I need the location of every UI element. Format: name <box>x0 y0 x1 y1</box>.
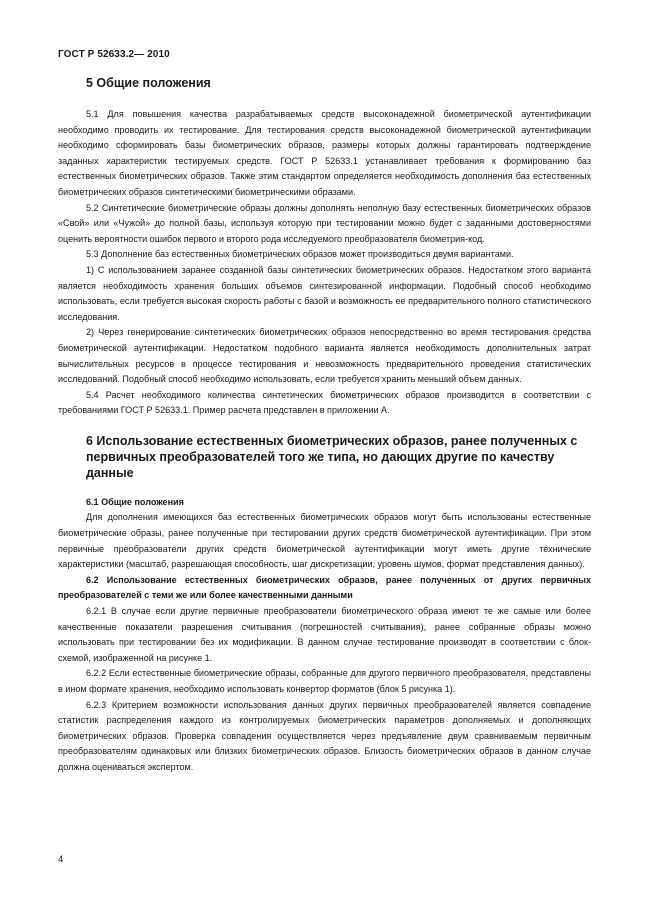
paragraph-6-2-1: 6.2.1 В случае если другие первичные преобразователи биометрического образа имеют те же самые или более качественные показатели разрешения считывания (погрешностей считывания), ранее собранные образы можно использовать при тестировании без их модификации. В данном случае тестирование производят в соответствии с блок-схемой, изображенной на рисунке 1. <box>58 606 591 663</box>
standard-code-header: ГОСТ Р 52633.2— 2010 <box>58 49 170 60</box>
paragraph-6-1: Для дополнения имеющихся баз естественных биометрических образов могут быть использованы естественные биометрические образы, ранее полученные при тестировании других средств биометрической аутентификации. При этом первичные преобразователи других средств биометрической аутентификации могут иметь другие технические характеристики (масштаб, разрешающая способность, шаг дискретизации, уровень шумов, формат представления данных). <box>58 512 591 570</box>
subsection-6-1-heading: 6.1 Общие положения <box>86 496 184 507</box>
page-number: 4 <box>58 854 64 865</box>
paragraph-6-2-2: 6.2.2 Если естественные биометрические образы, собранные для другого первичного преобразователя, представлены в ином формате хранения, необходимо использовать конвертор форматов (блок 5 рисунка 1). <box>58 668 591 694</box>
page-content <box>58 76 591 776</box>
paragraph-5-3: 5.3 Дополнение баз естественных биометрических образов может производиться двумя вариантами. <box>86 249 514 260</box>
subsection-6-2-heading: 6.2 Использование естественных биометрических образов, ранее полученных от других первичных преобразователей с теми же или более качественными данными <box>58 574 591 601</box>
paragraph-5-1: 5.1 Для повышения качества разрабатываемых средств высоконадежной биометрической аутентификации необходимо проводить их тестирование. Для тестирования средств высоконадежной биометрической аутентификации необходимо сформировать базы биометрических образов, размеры которых должны гарантировать подтверждение заданных характеристик тестируемых средств. ГОСТ Р 52633.1 устанавливает требования к формированию баз естественных биометрических образов. Также этим стандартом определяется необходимость дополнения баз естественных биометрических образов синтетическими биометрическими образами. <box>58 109 591 197</box>
paragraph-6-2-3: 6.2.3 Критерием возможности использования данных других первичных преобразователей является совпадение статистик распределения каждого из контролируемых биометрических параметров дополняемых и дополняющих биометрических образов. Проверка совпадения осуществляется через предъявление двум сравниваемым первичным преобразователям одинаковых или близких биометрических образов. Близость биометрических образов в данном случае должна оцениваться экспертом. <box>58 699 591 772</box>
section-6-heading: 6 Использование естественных биометрических образов, ранее полученных с первичных преобразователей того же типа, но дающих другие по качеству данные <box>86 433 578 480</box>
section-5-heading: 5 Общие положения <box>86 76 211 90</box>
paragraph-5-3-option-1: 1) С использованием заранее созданной базы синтетических биометрических образов. Недостатком этого варианта является необходимость хранения больших объемов синтезированной информации. Подобный способ необходимо использовать, если требуется высокая скорость работы с базой и возможность ее предварительного полного статистического исследования. <box>58 264 591 322</box>
paragraph-5-3-option-2: 2) Через генерирование синтетических биометрических образов непосредственно во время тестирования средства биометрической аутентификации. Недостатком подобного варианта является необходимость дополнительных затрат вычислительных ресурсов в процессе тестирования и невозможность предварительного проведения статистических исследований. Подобный способ необходимо использовать, если требуется хранить меньший объем данных. <box>58 327 591 385</box>
paragraph-5-4: 5.4 Расчет необходимого количества синтетических биометрических образов производится в соответствии с требованиями ГОСТ Р 52633.1. Пример расчета представлен в приложении А. <box>58 389 591 416</box>
paragraph-5-2: 5.2 Синтетические биометрические образы должны дополнять неполную базу естественных биометрических образов «Свой» или «Чужой» до полной базы, используя которую при тестировании можно будет с заданными достоверностями оценить вероятности ошибок первого и второго рода исследуемого преобразователя биометрия-код. <box>58 202 591 244</box>
